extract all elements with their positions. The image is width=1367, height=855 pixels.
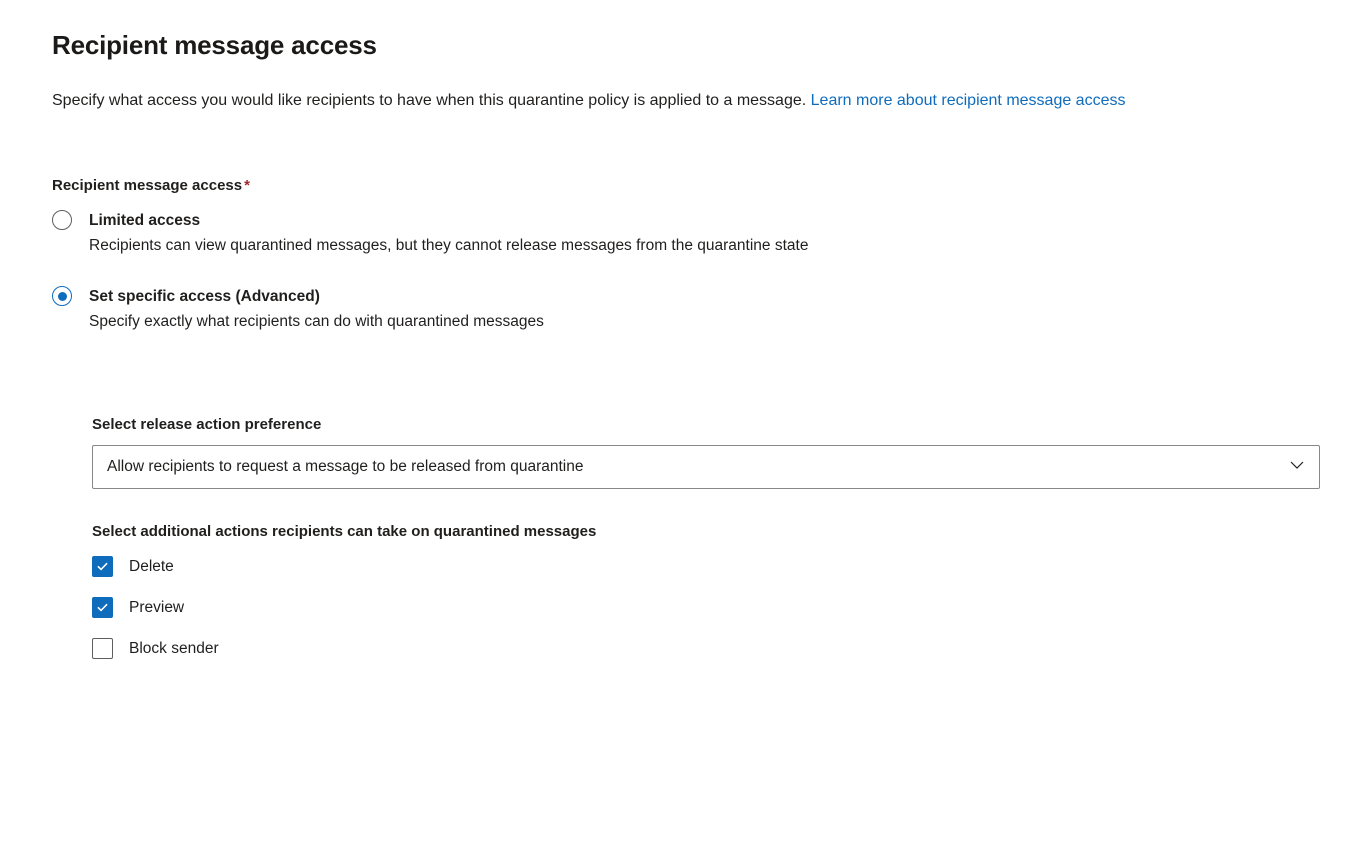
checkbox-label: Preview [129,598,185,616]
page-description-text: Specify what access you would like recipients to have when this quarantine policy is applied to a message. [52,92,811,109]
radio-button-selected-icon[interactable] [52,286,72,306]
page-description [52,87,1319,115]
additional-actions-checkbox-list [92,556,1319,659]
chevron-down-icon[interactable] [1289,457,1305,478]
radio-option-title: Set specific access (Advanced) [89,288,320,306]
radio-option-set-specific-access[interactable] [52,284,1319,334]
page-title: Recipient message access [52,30,377,60]
checkbox-row-preview[interactable] [92,597,1319,618]
checkbox-unchecked-icon[interactable] [92,638,113,659]
release-action-preference-select[interactable] [92,445,1320,489]
radio-option-limited-access[interactable] [52,208,1319,258]
radio-option-description: Recipients can view quarantined messages, but they cannot release messages from the quarantine state [89,237,809,255]
release-action-preference-value: Allow recipients to request a message to be released from quarantine [107,458,584,476]
checkbox-checked-icon[interactable] [92,597,113,618]
radio-option-description: Specify exactly what recipients can do with quarantined messages [89,313,544,331]
radio-button-unselected-icon[interactable] [52,210,72,230]
specific-access-settings [92,416,1319,659]
required-asterisk: * [244,177,250,194]
checkbox-row-block-sender[interactable] [92,638,1319,659]
checkbox-row-delete[interactable] [92,556,1319,577]
recipient-message-access-label [52,177,1319,194]
checkbox-label: Delete [129,557,174,575]
learn-more-link[interactable]: Learn more about recipient message access [810,92,1126,109]
checkbox-checked-icon[interactable] [92,556,113,577]
recipient-message-access-radio-group [52,208,1319,334]
checkbox-label: Block sender [129,639,219,657]
additional-actions-label: Select additional actions recipients can take on quarantined messages [92,523,597,541]
recipient-message-access-label-text: Recipient message access [52,177,243,194]
radio-option-title: Limited access [89,212,201,229]
release-action-preference-label: Select release action preference [92,416,322,434]
